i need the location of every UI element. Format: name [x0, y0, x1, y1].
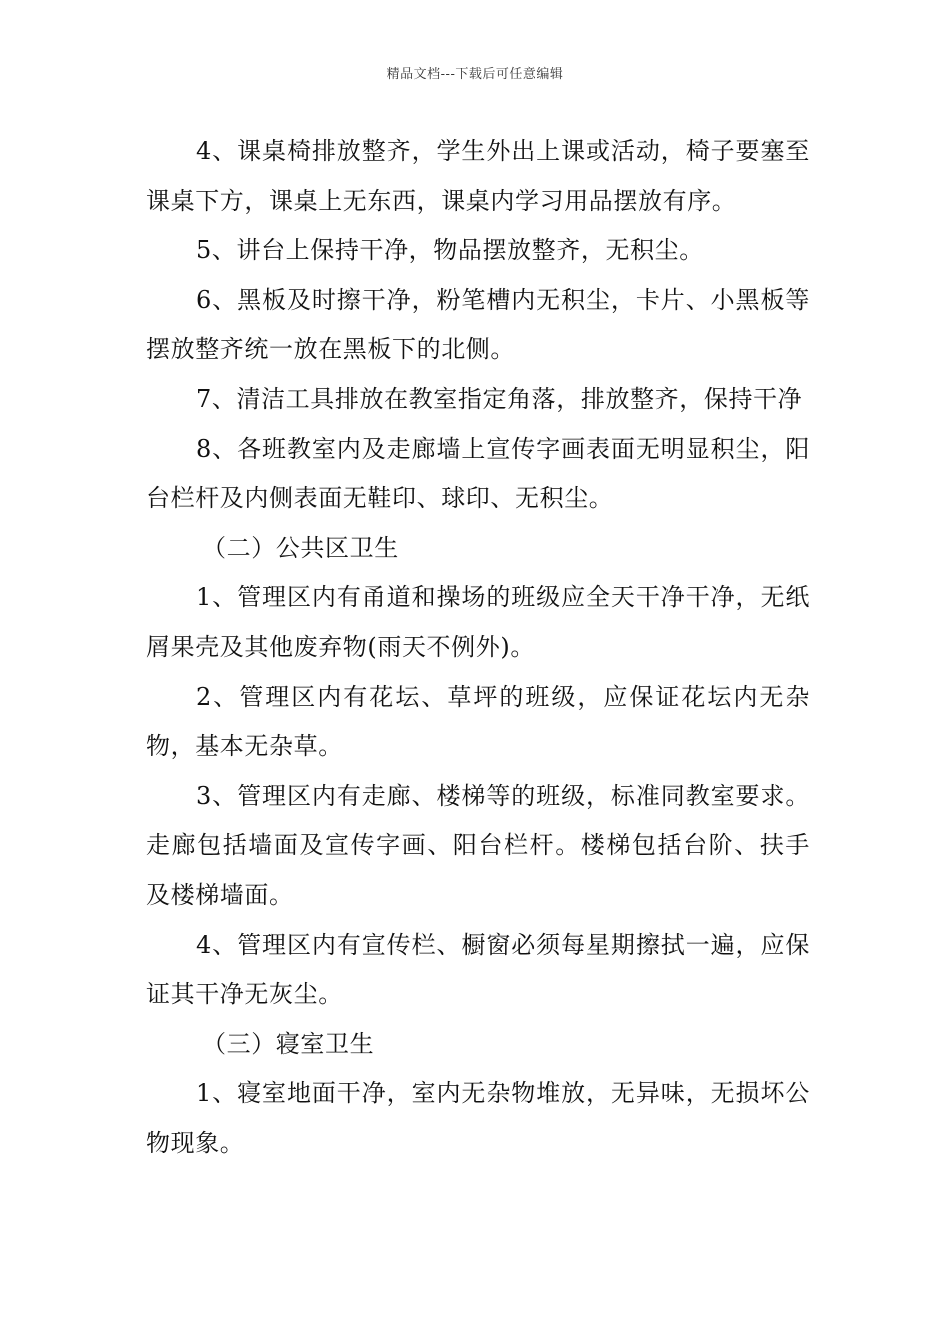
section-heading-public-area: （二）公共区卫生 — [202, 533, 399, 562]
paragraph-item-5-podium: 5、讲台上保持干净，物品摆放整齐，无积尘。 — [196, 236, 704, 265]
page-header: 精品文档---下载后可任意编辑 — [386, 67, 564, 82]
paragraph-dorm-1-floor: 1、寝室地面干净，室内无杂物堆放，无异味，无损坏公物现象。 — [146, 1079, 810, 1157]
paragraph-item-4-desks: 4、课桌椅排放整齐，学生外出上课或活动，椅子要塞至课桌下方，课桌上无东西，课桌内学习用品摆放有序。 — [146, 137, 810, 215]
paragraph-public-4-bulletin: 4、管理区内有宣传栏、橱窗必须每星期擦拭一遍，应保证其干净无灰尘。 — [146, 930, 810, 1009]
document-body — [146, 127, 810, 1168]
paragraph-item-8-walls: 8、各班教室内及走廊墙上宣传字画表面无明显积尘，阳台栏杆及内侧表面无鞋印、球印、无积尘。 — [146, 434, 810, 513]
paragraph-public-1-walkways: 1、管理区内有甬道和操场的班级应全天干净干净，无纸屑果壳及其他废弃物(雨天不例外)。 — [146, 583, 810, 661]
section-heading-dormitory: （三）寝室卫生 — [202, 1029, 375, 1058]
paragraph-item-6-blackboard: 6、黑板及时擦干净，粉笔槽内无积尘，卡片、小黑板等摆放整齐统一放在黑板下的北侧。 — [146, 285, 810, 364]
paragraph-public-3-corridors: 3、管理区内有走廊、楼梯等的班级，标准同教室要求。走廊包括墙面及宣传字画、阳台栏杆。楼梯包括台阶、扶手及楼梯墙面。 — [146, 781, 810, 909]
paragraph-item-7-cleaning-tools: 7、清洁工具排放在教室指定角落，排放整齐，保持干净 — [196, 384, 803, 413]
paragraph-public-2-flowerbeds: 2、管理区内有花坛、草坪的班级，应保证花坛内无杂物，基本无杂草。 — [146, 682, 810, 761]
